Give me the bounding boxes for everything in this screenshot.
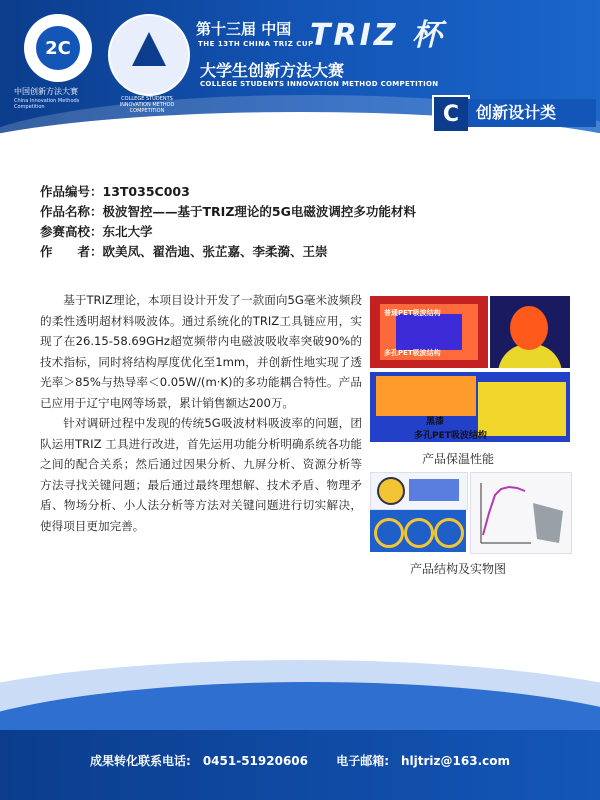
absorption-plot-photo (470, 472, 572, 554)
project-description (40, 290, 362, 536)
header-subtitle-1: THE 13TH CHINA TRIZ CUP (198, 40, 314, 48)
meta-id: 作品编号：13T035C003 (40, 184, 190, 199)
paragraph-2: 针对调研过程中发现的传统5G吸波材料吸波率的问题，团队运用TRIZ 工具进行改进，首先运用功能分析明确系统各功能之间的配合关系；然后通过因果分析、九屏分析、资源分析等方法寻找关键问题；最后通过最终理想解、技术矛盾、物理矛盾、物场分析、小人法分析等方法对关键问题进行切实解决，使得项目更加完善。 (40, 416, 362, 533)
logo-left-text: 中国创新方法大赛 (14, 87, 78, 96)
label-porous-pet-2: 多孔PET吸波结构 (414, 431, 487, 441)
paragraph-1: 基于TRIZ理论，本项目设计开发了一款面向5G毫米波频段的柔性透明超材料吸波体。通过系统化的TRIZ工具链应用，实现了在26.15-58.69GHz超宽频带内电磁波吸收率突破90%的技术指标，同时将结构厚度优化至1mm，并创新性地实现了透光率＞85%与热导率＜0.05W/(m·K)的多功能耦合特性。产品已应用于辽宁电网等场景，累计销售额达200万。 (40, 293, 362, 410)
unit-cell-diagram (370, 472, 468, 510)
college-logo-en: COLLEGE STUDENTS INNOVATION METHOD COMPETITION (119, 96, 175, 114)
meta-school: 参赛高校：东北大学 (40, 224, 153, 239)
triz-cup-title: TRIZ 杯 (310, 18, 445, 53)
label-normal-pet: 普通PET吸波结构 (384, 309, 441, 317)
category-letter: C (442, 101, 460, 127)
header-title-2: 大学生创新方法大赛 (200, 61, 345, 80)
phone-info: 成果转化联系电话: 0451-51920606 (90, 754, 308, 768)
thermal-image-person (490, 296, 570, 368)
structure-figure (370, 472, 570, 554)
triangle-icon (132, 32, 166, 66)
caption-structure: 产品结构及实物图 (410, 562, 507, 576)
category-badge (432, 95, 592, 131)
project-meta (40, 182, 580, 262)
array-diagram (370, 510, 466, 552)
caption-thermal: 产品保温性能 (422, 452, 495, 466)
label-black-paint: 黑漆 (426, 417, 445, 427)
logo-mark: 2C (36, 26, 80, 70)
category-label: 创新设计类 (468, 99, 596, 127)
thermal-image-comparison (370, 372, 570, 442)
meta-name: 作品名称：极波智控——基于TRIZ理论的5G电磁波调控多功能材料 (40, 204, 416, 219)
category-letter-box (432, 95, 470, 133)
thermal-image-structure (370, 296, 488, 368)
thermal-figure (370, 296, 570, 442)
footer-banner (0, 660, 600, 800)
label-porous-pet: 多孔PET吸波结构 (384, 349, 441, 357)
logo-left-en: China Innovation Methods Competition (14, 98, 80, 110)
competition-logo (24, 14, 92, 82)
meta-authors: 作 者：欧美凤、翟浩迪、张芷嘉、李柔漪、王崇 (40, 244, 328, 259)
email-info: 电子邮箱: hljtriz@163.com (336, 754, 510, 768)
header-title-1: 第十三届 中国 (196, 20, 292, 38)
header-subtitle-2: COLLEGE STUDENTS INNOVATION METHOD COMPETITION (200, 80, 439, 88)
college-logo (108, 14, 190, 96)
contact-info (0, 752, 600, 769)
